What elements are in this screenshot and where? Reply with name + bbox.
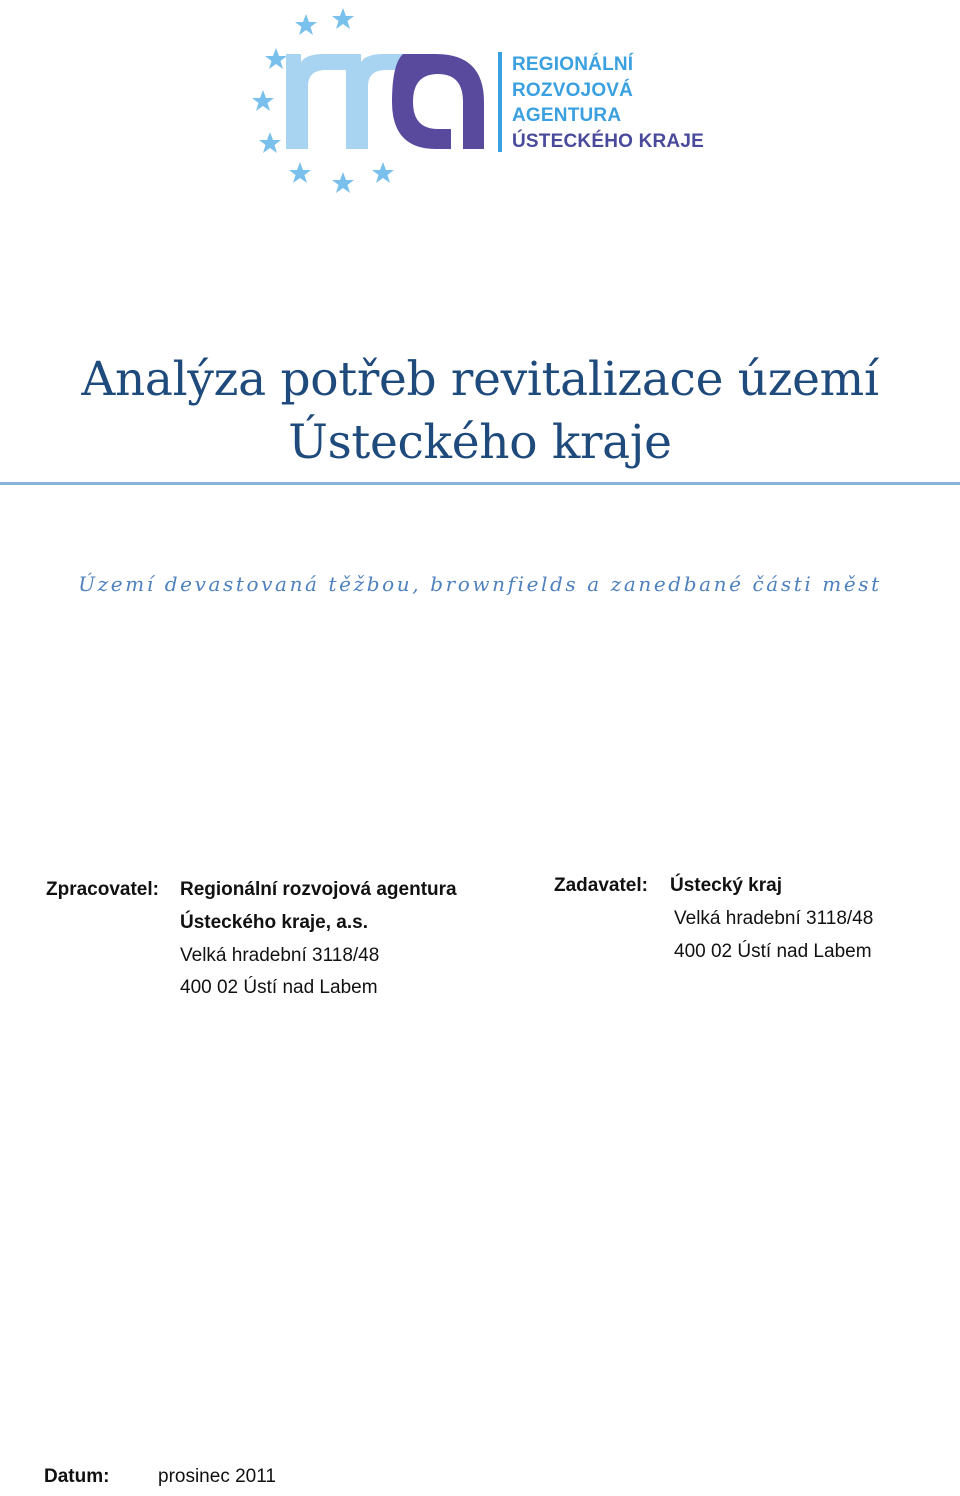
star [289,162,311,183]
zadavatel-org: Ústecký kraj [670,875,782,896]
logo-line: ROZVOJOVÁ [512,79,634,101]
zpracovatel-block [46,874,486,1014]
date-value: prosinec 2011 [158,1466,276,1487]
document-subtitle: Území devastovaná těžbou, brownfields a zanedbané části měst [78,572,882,596]
zadavatel-label: Zadavatel: [554,875,648,896]
logo-divider [498,52,502,152]
zpracovatel-org-line1: Regionální rozvojová agentura [180,879,457,900]
star [372,162,394,183]
zpracovatel-label: Zpracovatel: [46,879,159,900]
star [295,14,317,35]
zadavatel-block [554,870,934,980]
zpracovatel-org-line2: Ústeckého kraje, a.s. [180,912,368,933]
logo-wordmark [512,52,704,154]
title-rule [0,482,960,485]
star [252,90,274,111]
rra-logo [246,4,706,200]
zadavatel-city: 400 02 Ústí nad Labem [674,941,872,962]
star [332,172,354,193]
title-line-2: Ústeckého kraje [288,415,672,470]
eu-stars-icon [252,8,394,193]
date-label: Datum: [44,1466,110,1487]
zpracovatel-city: 400 02 Ústí nad Labem [180,977,378,998]
logo-line: AGENTURA [512,105,622,126]
star [259,132,281,153]
zadavatel-street: Velká hradební 3118/48 [674,908,874,929]
monogram-r1 [286,54,346,149]
title-line-1: Analýza potřeb revitalizace území [81,352,879,407]
star [265,48,287,69]
document-title [0,348,960,474]
logo-line: ÚSTECKÉHO KRAJE [512,130,704,152]
rra-logo-mark [246,4,506,200]
logo-line: REGIONÁLNÍ [512,54,634,75]
star [332,8,354,29]
monogram-a [392,54,484,149]
date-block [44,1466,444,1496]
zpracovatel-street: Velká hradební 3118/48 [180,945,380,966]
